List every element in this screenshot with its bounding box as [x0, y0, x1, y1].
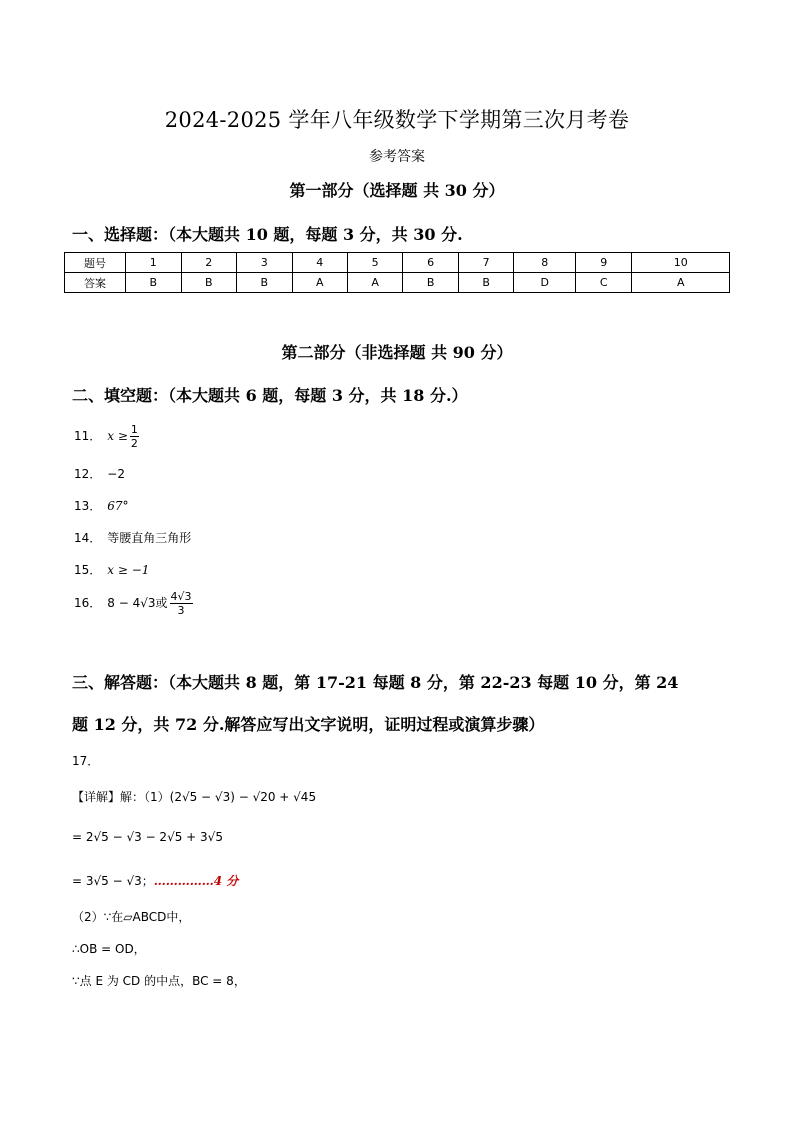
table-cell-number: 5 [347, 253, 402, 273]
fill-item-15 [74, 561, 149, 578]
fill-item-13 [74, 497, 129, 514]
section1-heading: 一、选择题：（本大题共 10 题，每题 3 分，共 30 分. [72, 225, 463, 244]
fill-item-12 [74, 465, 125, 482]
table-cell-answer: A [632, 273, 730, 293]
section2-heading: 二、填空题：（本大题共 6 题，每题 3 分，共 18 分.） [72, 386, 468, 405]
table-cell-answer: B [237, 273, 293, 293]
item-answer: x ≥ [107, 429, 128, 443]
document-title: 2024-2025 学年八年级数学下学期第三次月考卷 [164, 108, 630, 132]
table-cell-number: 1 [126, 253, 182, 273]
item-number: 16． [74, 596, 102, 610]
table-cell-number: 10 [632, 253, 730, 273]
answer-table [64, 252, 730, 293]
question-17-label: 17． [72, 754, 100, 768]
table-row-label: 题号 [65, 253, 126, 273]
table-cell-answer: B [181, 273, 237, 293]
table-cell-answer: D [514, 273, 576, 293]
part1-heading: 第一部分（选择题 共 30 分） [289, 181, 505, 200]
section3-heading-line1: 三、解答题：（本大题共 8 题，第 17-21 每题 8 分，第 22-23 每题 10 分，第 24 [72, 673, 679, 692]
fraction-numerator: 1 [130, 423, 138, 436]
item-number: 11． [74, 429, 102, 443]
solution-step1: = 2√5 − √3 − 2√5 + 3√5 [72, 830, 223, 844]
item-answer: 8 − 4√3或 [107, 596, 168, 610]
item-number: 12． [74, 467, 102, 481]
table-cell-number: 9 [576, 253, 632, 273]
table-cell-answer: B [126, 273, 182, 293]
solution-intro: 【详解】解：（1）(2√5 − √3) − √20 + √45 [72, 790, 317, 804]
score-marker: ……………4 分 [153, 874, 239, 888]
item-answer: x ≥ −1 [107, 563, 150, 577]
table-cell-answer: C [576, 273, 632, 293]
item-number: 14． [74, 531, 102, 545]
table-cell-number: 3 [237, 253, 293, 273]
solution-part2-line3: ∵点 E 为 CD 的中点，BC = 8， [72, 974, 246, 988]
item-number: 13． [74, 499, 102, 513]
fill-item-14 [74, 529, 191, 546]
fraction [170, 590, 193, 617]
answer-table-row-answers [65, 273, 730, 293]
item-answer: −2 [107, 467, 125, 481]
table-cell-number: 7 [458, 253, 514, 273]
document-subtitle: 参考答案 [369, 149, 425, 165]
solution-step2-text: = 3√5 − √3； [72, 874, 154, 888]
table-cell-number: 8 [514, 253, 576, 273]
solution-part2-line2: ∴OB = OD， [72, 942, 146, 956]
item-number: 15． [74, 563, 102, 577]
item-answer: 67° [107, 499, 129, 513]
table-cell-answer: B [403, 273, 459, 293]
fraction-denominator: 3 [177, 604, 185, 617]
table-cell-answer: A [292, 273, 347, 293]
item-answer: 等腰直角三角形 [107, 531, 192, 545]
solution-step2 [72, 872, 238, 889]
part2-heading: 第二部分（非选择题 共 90 分） [281, 343, 513, 362]
table-cell-number: 6 [403, 253, 459, 273]
table-row-label: 答案 [65, 273, 126, 293]
table-cell-answer: B [458, 273, 514, 293]
table-cell-number: 4 [292, 253, 347, 273]
answer-table-row-numbers [65, 253, 730, 273]
fraction-denominator: 2 [130, 437, 138, 450]
table-cell-number: 2 [181, 253, 237, 273]
fill-item-11 [74, 423, 139, 450]
fraction [130, 423, 139, 450]
section3-heading-line2: 题 12 分，共 72 分.解答应写出文字说明，证明过程或演算步骤） [72, 715, 545, 734]
fraction-numerator: 4√3 [170, 590, 192, 603]
solution-part2-line1: （2）∵在▱ABCD中， [72, 910, 191, 924]
table-cell-answer: A [347, 273, 402, 293]
fill-item-16 [74, 590, 193, 617]
